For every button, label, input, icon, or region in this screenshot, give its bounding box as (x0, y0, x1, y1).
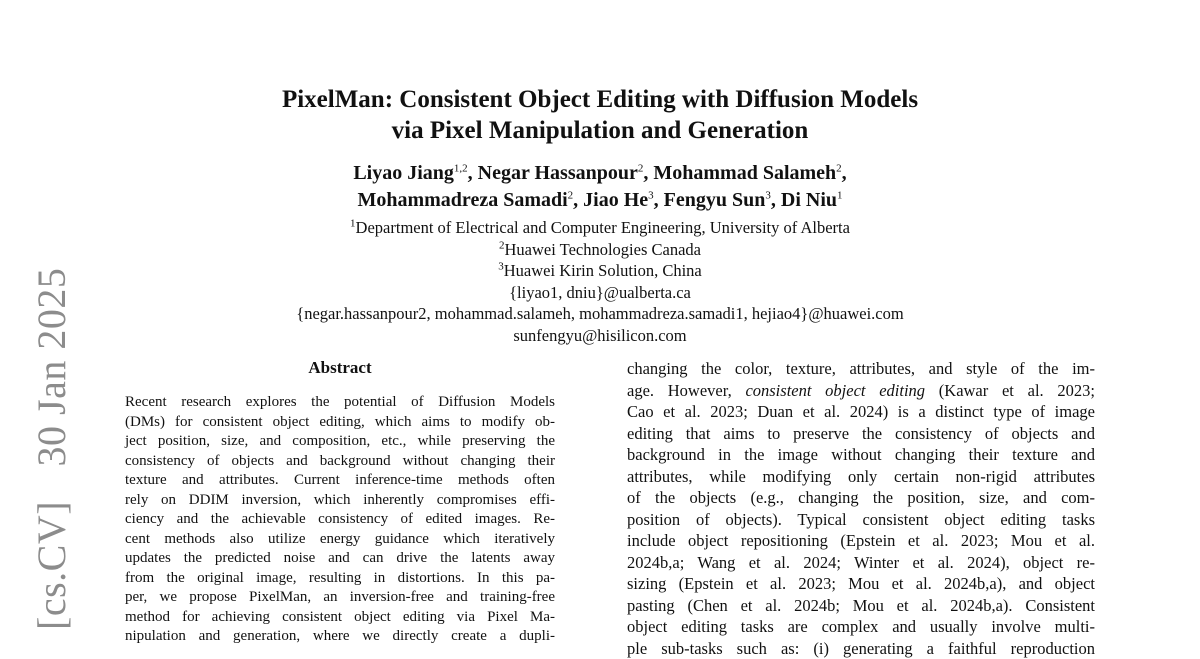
author-line (0, 187, 1200, 214)
title-line: PixelMan: Consistent Object Editing with Diffusion Models (0, 84, 1200, 115)
author-affiliation-mark: 1,2 (454, 162, 468, 174)
text-line: rely on DDIM inversion, which inherently compromises effi- (125, 491, 555, 511)
author-name: Mohammad Salameh (653, 162, 836, 184)
text-line: updates the predicted noise and can drive the latents away (125, 549, 555, 569)
text-line: 2024b,a; Wang et al. 2024; Winter et al. 2024), object re- (627, 552, 1095, 574)
text-line: cent methods also utilize energy guidance which iteratively (125, 530, 555, 550)
text-line: editing that aims to preserve the consistency of objects and (627, 423, 1095, 445)
text-line: Recent research explores the potential of Diffusion Models (125, 393, 555, 413)
author-name: Fengyu Sun (664, 189, 766, 211)
author-separator: , (771, 189, 781, 211)
author-affiliation-mark: 2 (836, 162, 842, 174)
text-line: ject position, size, and composition, etc., while preserving the (125, 432, 555, 452)
emphasis: consistent object editing (745, 381, 925, 400)
text-line: (DMs) for consistent object editing, which aims to modify ob- (125, 413, 555, 433)
author-affiliation-mark: 1 (837, 189, 843, 201)
author-name: Di Niu (781, 189, 837, 211)
email: {liyao1, dniu}@ualberta.ca (0, 282, 1200, 304)
author-name: Mohammadreza Samadi (357, 189, 567, 211)
author-affiliation-mark: 2 (568, 189, 574, 201)
text-line: texture and attributes. Current inference-time methods often (125, 471, 555, 491)
text-line: background in the image without changing their texture and (627, 444, 1095, 466)
text-line: consistency of objects and background without changing their (125, 452, 555, 472)
author-separator: , (842, 162, 847, 184)
affiliations (0, 217, 1200, 346)
text-line: of the objects (e.g., changing the position, size, and com- (627, 487, 1095, 509)
abstract-body (125, 393, 555, 647)
affiliation: $^3$Huawei Kirin Solution, China (0, 260, 1200, 282)
text-line: age. However, consistent object editing (Kawar et al. 2023; (627, 380, 1095, 402)
author-separator: , (654, 189, 664, 211)
arxiv-date: 30 Jan 2025 (29, 268, 74, 467)
intro-body (627, 358, 1095, 659)
affiliation: $^2$Huawei Technologies Canada (0, 239, 1200, 261)
arxiv-category: [cs.CV] (29, 501, 74, 630)
text-line: sizing (Epstein et al. 2023; Mou et al. 2024b,a), and object (627, 573, 1095, 595)
author-affiliation-mark: 3 (648, 189, 654, 201)
author-name: Negar Hassanpour (478, 162, 638, 184)
text-line: per, we propose PixelMan, an inversion-free and training-free (125, 588, 555, 608)
text-line: position of objects). Typical consistent object editing tasks (627, 509, 1095, 531)
author-name: Liyao Jiang (353, 162, 454, 184)
author-name: Jiao He (583, 189, 648, 211)
text-line: Cao et al. 2023; Duan et al. 2024) is a distinct type of image (627, 401, 1095, 423)
author-list (0, 160, 1200, 214)
text-line: nipulation and generation, where we directly create a dupli- (125, 627, 555, 647)
text-line: ciency and the achievable consistency of edited images. Re- (125, 510, 555, 530)
title-line: via Pixel Manipulation and Generation (0, 115, 1200, 146)
author-separator: , (643, 162, 653, 184)
text-line: pasting (Chen et al. 2024b; Mou et al. 2024b,a). Consistent (627, 595, 1095, 617)
text-line: object editing tasks are complex and usually involve multi- (627, 616, 1095, 638)
text-line: from the original image, resulting in distortions. In this pa- (125, 569, 555, 589)
paper-title (0, 84, 1200, 146)
text-line: method for achieving consistent object editing via Pixel Ma- (125, 608, 555, 628)
text-line: changing the color, texture, attributes, and style of the im- (627, 358, 1095, 380)
text-line: ple sub-tasks such as: (i) generating a faithful reproduction (627, 638, 1095, 659)
author-affiliation-mark: 3 (765, 189, 771, 201)
author-affiliation-mark: 2 (638, 162, 644, 174)
text-line: include object repositioning (Epstein et al. 2023; Mou et al. (627, 530, 1095, 552)
email: {negar.hassanpour2, mohammad.salameh, mohammadreza.samadi1, hejiao4}@huawei.com (0, 303, 1200, 325)
author-separator: , (573, 189, 583, 211)
affiliation: $^1$Department of Electrical and Computer Engineering, University of Alberta (0, 217, 1200, 239)
email: sunfengyu@hisilicon.com (0, 325, 1200, 347)
abstract-heading: Abstract (125, 358, 555, 378)
author-line (0, 160, 1200, 187)
author-separator: , (468, 162, 478, 184)
text-line: attributes, while modifying only certain non-rigid attributes (627, 466, 1095, 488)
